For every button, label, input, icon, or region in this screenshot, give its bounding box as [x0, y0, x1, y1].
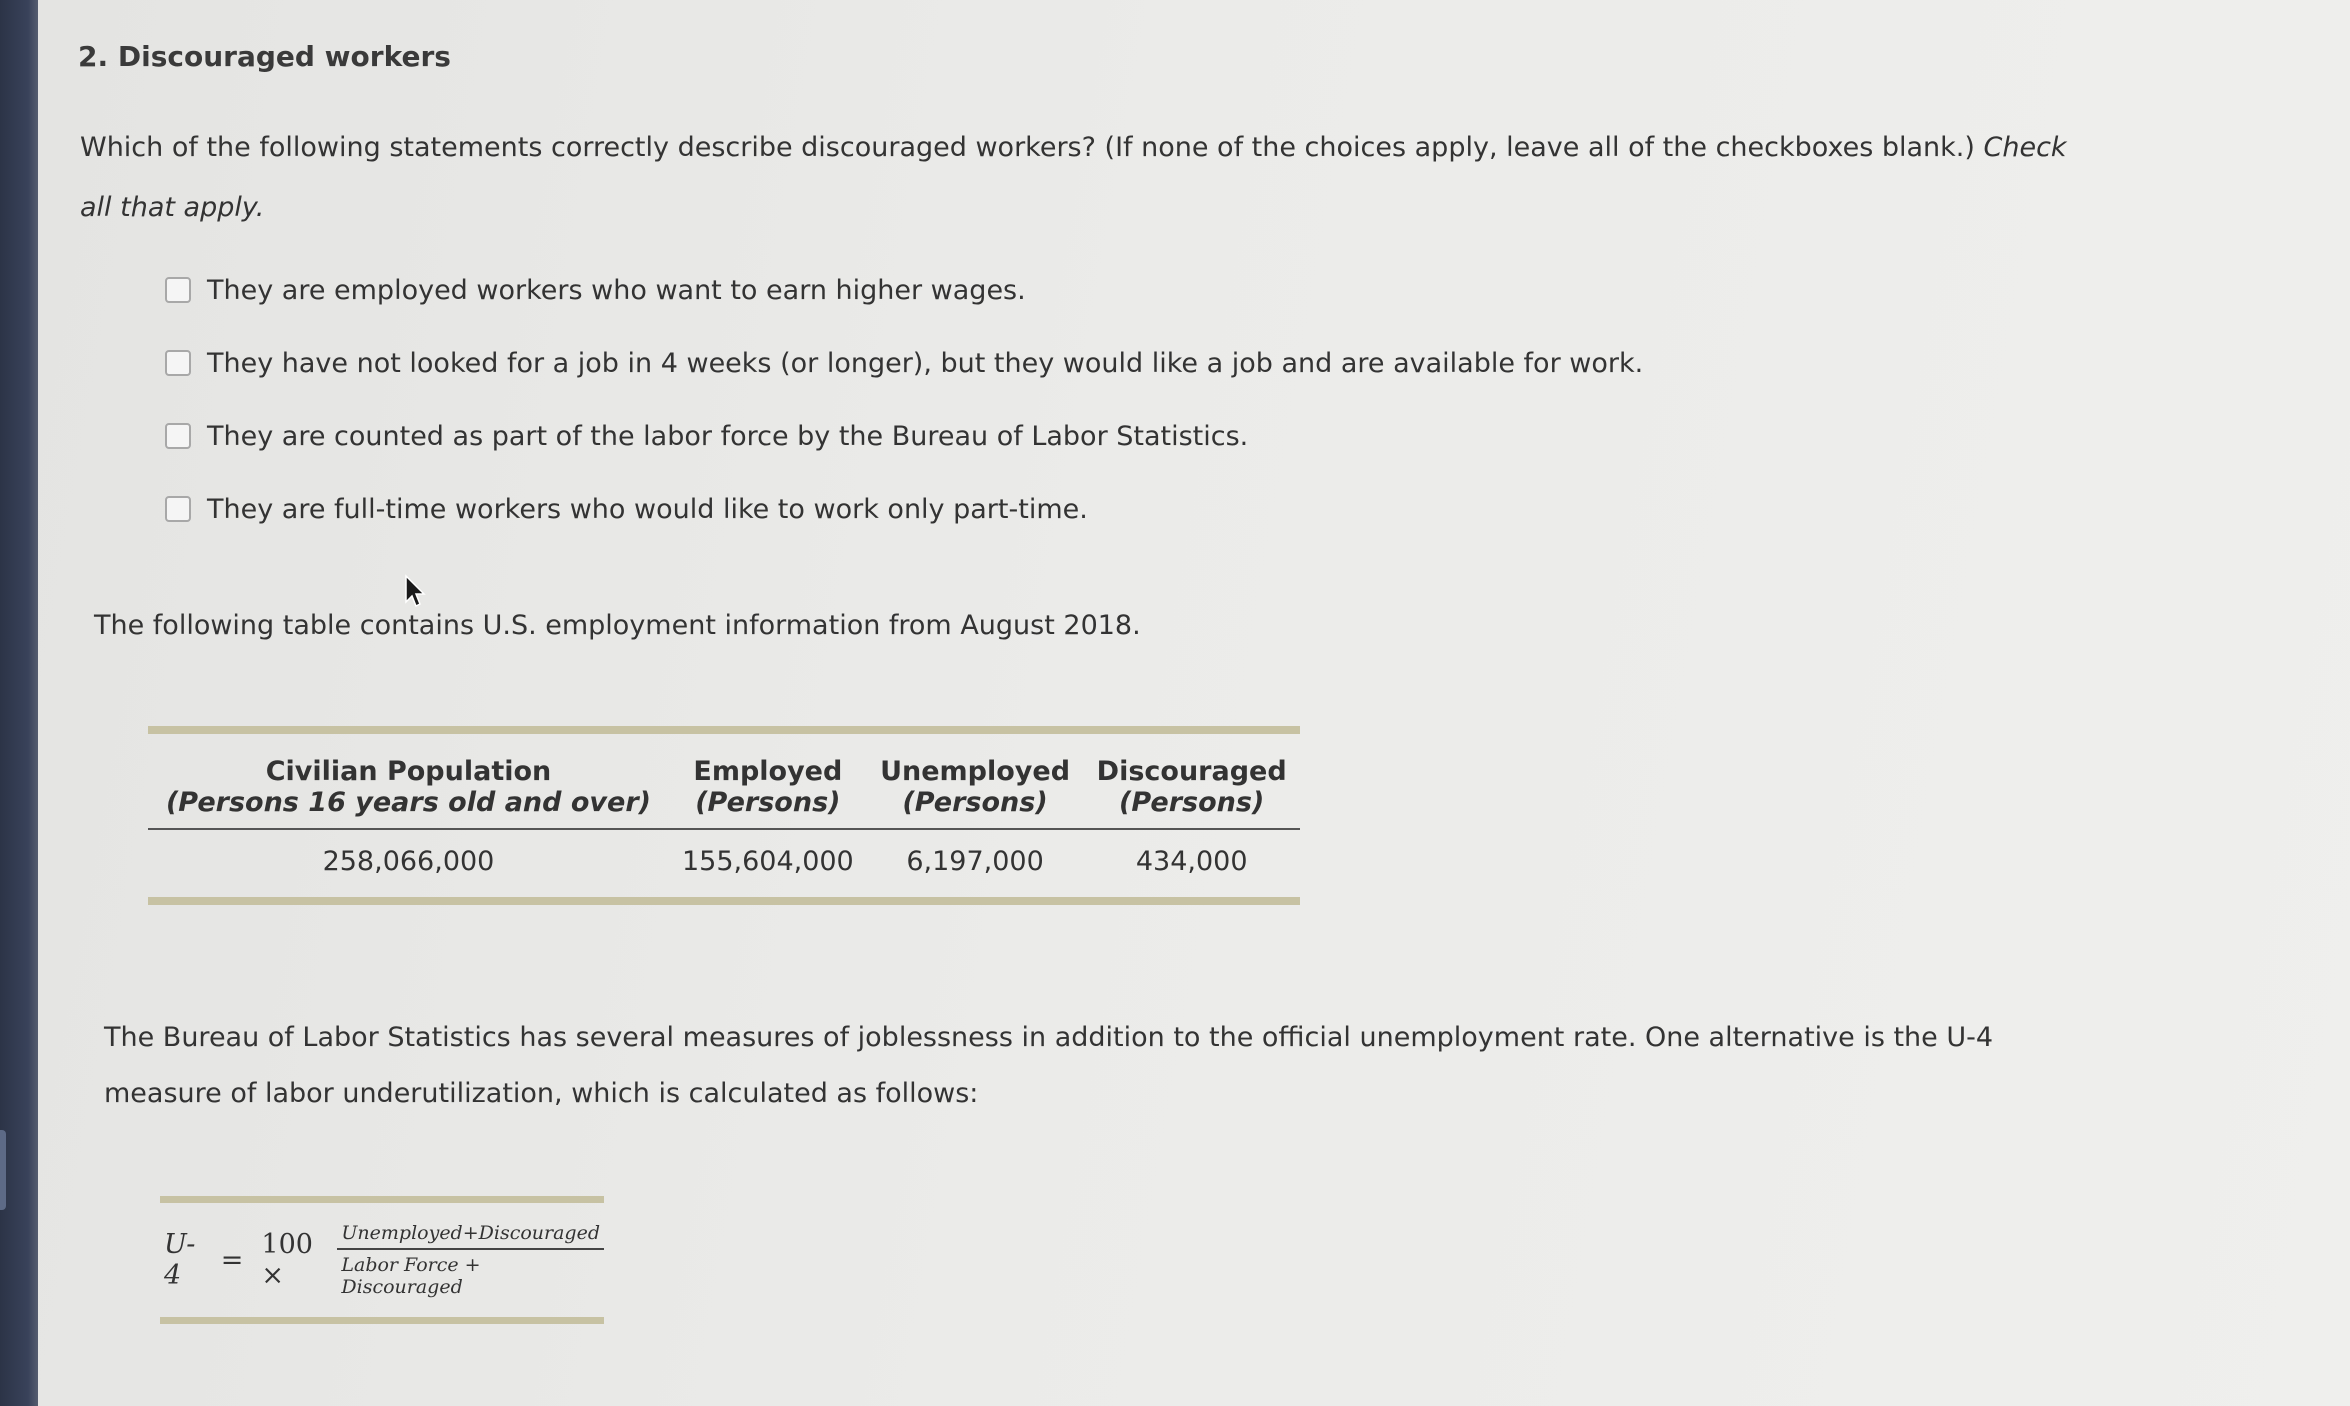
mouse-cursor-icon — [404, 574, 430, 610]
formula-multiplier: 100 × — [261, 1229, 313, 1291]
formula-top-rule — [160, 1196, 604, 1203]
option-1[interactable] — [165, 270, 1643, 310]
option-4[interactable] — [165, 489, 1643, 529]
checkbox-option-2[interactable] — [165, 350, 191, 376]
checkbox-option-1[interactable] — [165, 277, 191, 303]
question-prompt — [80, 118, 2080, 238]
option-2-label: They have not looked for a job in 4 weeks (or longer), but they would like a job and are available for work. — [207, 347, 1644, 379]
option-1-label: They are employed workers who want to earn higher wages. — [207, 274, 1026, 306]
subheader-unemployed: (Persons) — [867, 787, 1084, 829]
option-4-label: They are full-time workers who would like to work only part-time. — [207, 493, 1088, 525]
side-tab — [0, 1130, 6, 1210]
formula-numerator: Unemployed+Discouraged — [337, 1222, 604, 1250]
header-discouraged: Discouraged — [1096, 756, 1287, 787]
answer-options — [165, 270, 1643, 562]
cell-civilian-population: 258,066,000 — [322, 846, 495, 877]
option-3-label: They are counted as part of the labor force by the Bureau of Labor Statistics. — [207, 420, 1249, 452]
header-employed: Employed — [693, 756, 843, 787]
instruction-text: Check all that apply. — [80, 132, 2067, 223]
u4-formula — [160, 1196, 604, 1324]
option-3[interactable] — [165, 416, 1643, 456]
header-civilian-population: Civilian Population — [265, 756, 552, 787]
option-2[interactable] — [165, 343, 1643, 383]
table-top-rule — [148, 726, 1300, 734]
subheader-civilian-population: (Persons 16 years old and over) — [148, 787, 669, 829]
cell-discouraged: 434,000 — [1135, 846, 1248, 877]
employment-table — [148, 726, 1300, 905]
prompt-text: Which of the following statements correctly describe discouraged workers? (If none of the choices apply, leave all of the checkboxes blank.) — [80, 132, 1975, 163]
cell-employed: 155,604,000 — [681, 846, 854, 877]
table-bottom-rule — [148, 897, 1300, 905]
formula-lhs: U-4 — [164, 1229, 196, 1291]
table-intro: The following table contains U.S. employment information from August 2018. — [94, 610, 1141, 641]
measures-paragraph: The Bureau of Labor Statistics has several measures of joblessness in addition to the official unemployment rate. One alternative is the U-4 measure of labor underutilization, which is calculated as follows: — [104, 1022, 1994, 1109]
subheader-discouraged: (Persons) — [1083, 787, 1300, 829]
window-left-edge — [0, 0, 40, 1406]
formula-equals: = — [220, 1244, 244, 1276]
cell-unemployed: 6,197,000 — [906, 846, 1044, 877]
formula-denominator: Labor Force + Discouraged — [341, 1254, 481, 1298]
checkbox-option-4[interactable] — [165, 496, 191, 522]
formula-fraction — [337, 1222, 604, 1298]
table-row — [148, 829, 1300, 897]
checkbox-option-3[interactable] — [165, 423, 191, 449]
formula-bottom-rule — [160, 1317, 604, 1324]
header-unemployed: Unemployed — [880, 756, 1071, 787]
question-title: 2. Discouraged workers — [78, 40, 451, 73]
subheader-employed: (Persons) — [669, 787, 867, 829]
